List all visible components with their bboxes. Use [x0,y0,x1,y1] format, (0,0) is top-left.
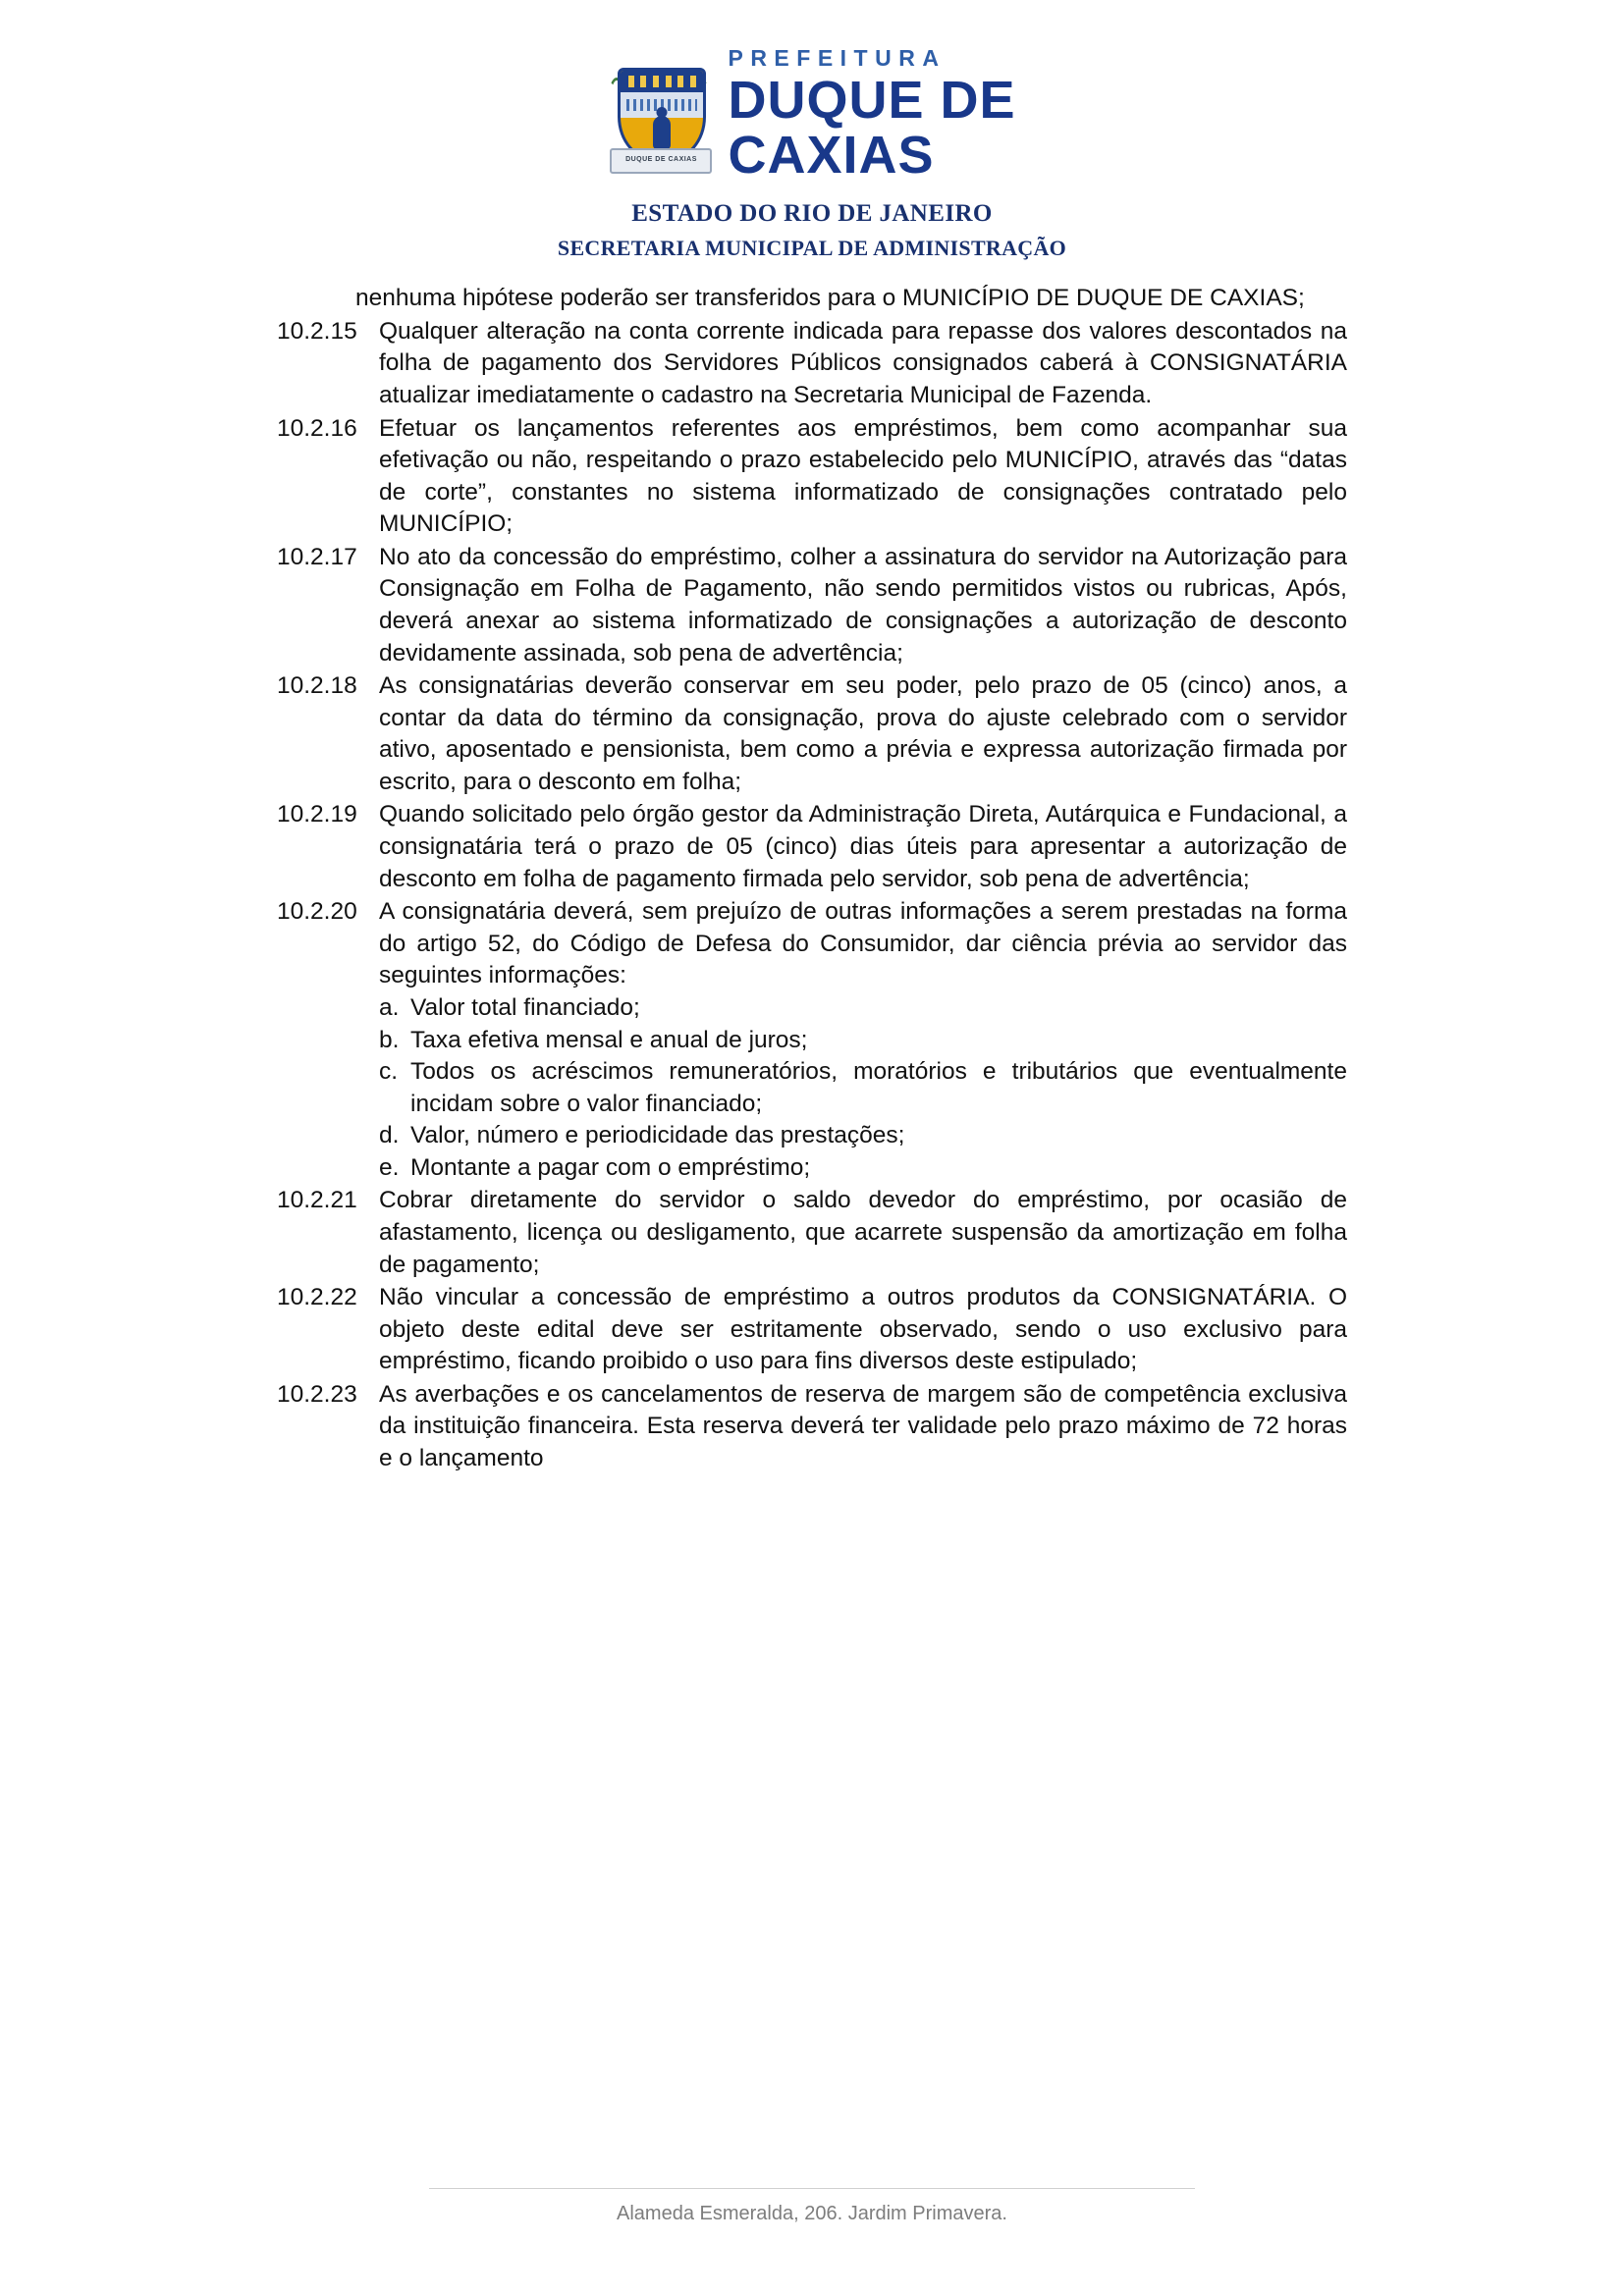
shield-figure-icon [653,116,671,149]
logo-wordmark [728,47,1015,183]
sub-item-text: Valor, número e periodicidade das prestações; [410,1122,905,1149]
list-item [277,896,1347,992]
item-text: Não vincular a concessão de empréstimo a outros produtos da CONSIGNATÁRIA. O objeto deste edital deve ser estritamente observado, sendo o uso exclusivo para empréstimo, ficando proibido o uso para fins diversos deste estipulado; [379,1284,1347,1375]
header-secretaria: SECRETARIA MUNICIPAL DE ADMINISTRAÇÃO [557,236,1067,261]
logo-line-1: DUQUE DE [728,71,1016,130]
document-header [0,47,1624,261]
sub-list-item [379,1120,1347,1152]
item-number: 10.2.20 [277,898,357,926]
item-text: Efetuar os lançamentos referentes aos empréstimos, bem como acompanhar sua efetivação ou não, respeitando o prazo estabelecido pelo MUNICÍPIO, através das “datas de corte”, constantes no sistema informatizado de consignações contratado pelo MUNICÍPIO; [379,414,1347,538]
item-text: Cobrar diretamente do servidor o saldo devedor do empréstimo, por ocasião de afastamento, licença ou desligamento, que acarrete suspensão da amortização em folha de pagamento; [379,1187,1347,1278]
sub-item-label: e. [379,1153,400,1181]
item-text: As consignatárias deverão conservar em seu poder, pelo prazo de 05 (cinco) anos, a contar da data do término da consignação, prova do ajuste celebrado com o servidor ativo, aposentado e pensionista, bem como a prévia e expressa autorização firmada por escrito, para o desconto em folha; [379,672,1347,795]
list-item [277,413,1347,541]
sub-item-text: Taxa efetiva mensal e anual de juros; [410,1026,808,1053]
list-item [277,1379,1347,1475]
logo-line-2: CAXIAS [728,125,935,185]
document-body [277,283,1347,1474]
item-number: 10.2.23 [277,1380,357,1408]
item-text: Quando solicitado pelo órgão gestor da Administração Direta, Autárquica e Fundacional, a consignatária terá o prazo de 05 (cinco) dias úteis para apresentar a autorização de desconto em folha de pagamento firmada pelo servidor, sob pena de advertência; [379,801,1347,892]
list-item [277,316,1347,412]
sub-item-text: Todos os acréscimos remuneratórios, moratórios e tributários que eventualmente incidam sobre o valor financiado; [410,1058,1347,1117]
list-item [277,799,1347,895]
item-number: 10.2.15 [277,317,357,345]
sub-list-item [379,1056,1347,1120]
list-item [277,1282,1347,1378]
crest-ribbon: DUQUE DE CAXIAS [610,148,712,174]
item-text: As averbações e os cancelamentos de reserva de margem são de competência exclusiva da instituição financeira. Esta reserva deverá ter validade pelo prazo máximo de 72 horas e o lançamento [379,1380,1347,1472]
sub-item-text: Montante a pagar com o empréstimo; [410,1153,811,1181]
sub-item-text: Valor total financiado; [410,993,640,1021]
shield-top-band [621,71,703,92]
item-text: No ato da concessão do empréstimo, colher a assinatura do servidor na Autorização para Consignação em Folha de Pagamento, não sendo permitidos vistos ou rubricas, Após, deverá anexar ao sistema informatizado de consignações a autorização de desconto devidamente assinada, sob pena de advertência; [379,543,1347,667]
item-number: 10.2.18 [277,672,357,700]
item-text: A consignatária deverá, sem prejuízo de outras informações a serem prestadas na forma do artigo 52, do Código de Defesa do Consumidor, dar ciência prévia ao servidor das seguintes informações: [379,898,1347,989]
sub-list-item [379,1025,1347,1057]
sub-item-label: d. [379,1122,400,1149]
item-number: 10.2.16 [277,414,357,442]
coat-of-arms-icon [608,52,710,178]
header-estado: ESTADO DO RIO DE JANEIRO [631,200,993,228]
sub-item-label: c. [379,1058,399,1086]
sub-list-item [379,1152,1347,1185]
list-item [277,542,1347,669]
document-footer [0,2188,1624,2225]
prefeitura-logo [0,47,1624,183]
item-number: 10.2.17 [277,543,357,570]
sub-item-label: b. [379,1026,400,1053]
list-item [277,1185,1347,1281]
footer-address: Alameda Esmeralda, 206. Jardim Primavera. [617,2203,1007,2224]
item-number: 10.2.22 [277,1284,357,1311]
item-number: 10.2.21 [277,1187,357,1214]
sub-list-item [379,992,1347,1025]
logo-prefeitura-label: PREFEITURA [728,45,947,71]
sub-item-label: a. [379,993,400,1021]
list-item [277,670,1347,798]
continuation-paragraph: nenhuma hipótese poderão ser transferidos para o MUNICÍPIO DE DUQUE DE CAXIAS; [355,285,1305,312]
item-number: 10.2.19 [277,801,357,828]
item-text: Qualquer alteração na conta corrente indicada para repasse dos valores descontados na folha de pagamento dos Servidores Públicos consignados caberá à CONSIGNATÁRIA atualizar imediatamente o cadastro na Secretaria Municipal de Fazenda. [379,317,1347,408]
footer-divider [429,2188,1195,2189]
